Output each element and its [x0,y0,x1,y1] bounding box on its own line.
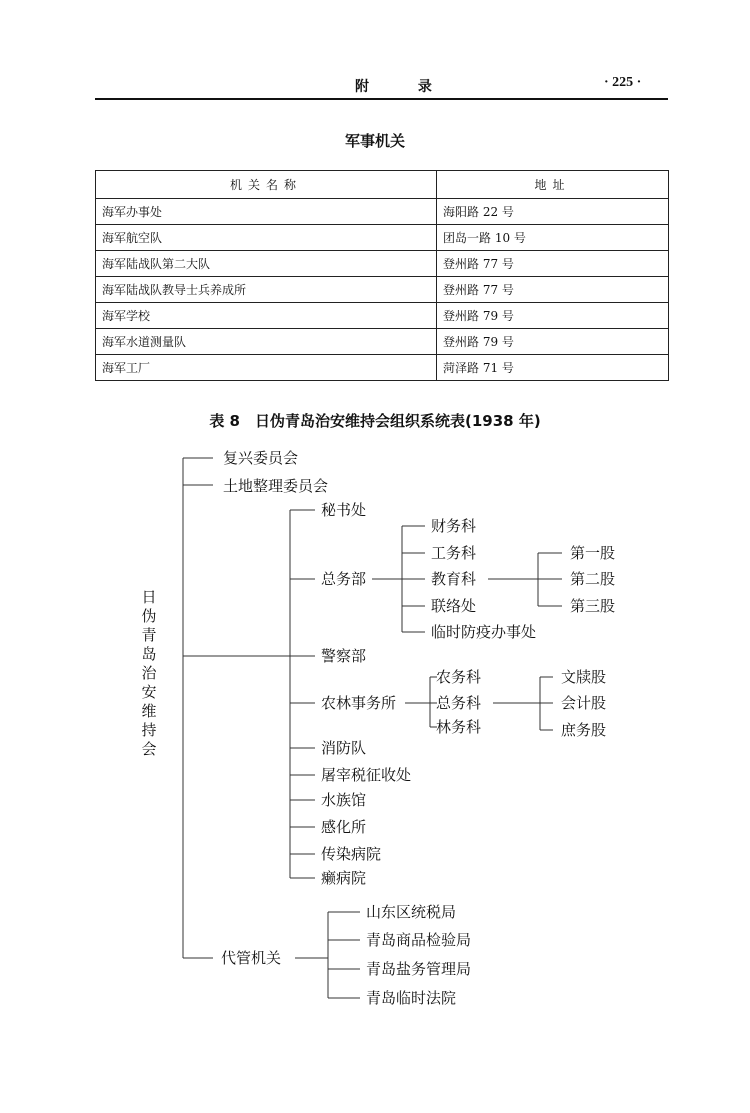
node-fire-brigade: 消防队 [321,739,367,757]
column-header-address: 地址 [437,171,669,199]
section-title: 军事机关 [344,132,405,150]
agency-address: 团岛一路 10 号 [437,225,669,251]
agency-address: 登州路 79 号 [437,303,669,329]
agency-name: 海军陆战队教导士兵养成所 [96,277,437,303]
agency-name: 海军水道测量队 [96,329,437,355]
node-salt-bureau: 青岛盐务管理局 [366,960,472,978]
agency-address: 登州路 77 号 [437,251,669,277]
node-police: 警察部 [321,647,367,665]
node-provisional-court: 青岛临时法院 [366,989,457,1007]
agency-address: 登州路 79 号 [437,329,669,355]
node-infectious-hospital: 传染病院 [321,845,382,863]
node-general-services-unit: 庶务股 [561,721,607,739]
agency-name: 海军陆战队第二大队 [96,251,437,277]
root-trunk-line [183,458,290,958]
agency-address: 菏泽路 71 号 [437,355,669,381]
node-tax-bureau: 山东区统税局 [366,903,457,921]
node-daiguan: 代管机关 [221,949,282,967]
running-header: 附 录 [355,79,454,95]
agency-address: 海阳路 22 号 [437,199,669,225]
org-chart-title: 表 8 日伪青岛治安维持会组织系统表(1938 年) [209,412,541,430]
agency-name: 海军航空队 [96,225,437,251]
node-leprosy-hospital: 癞病院 [321,869,367,887]
node-nl-general-section: 总务科 [436,694,482,712]
node-inspection-bureau: 青岛商品检验局 [366,931,472,949]
node-documents-unit: 文牍股 [561,668,607,686]
node-epidemic-office: 临时防疫办事处 [431,623,537,641]
nonglin-zongwu-branch-line [493,677,553,730]
jiaoyu-branch-line [488,553,562,606]
node-finance-section: 财务科 [431,517,477,535]
node-reformatory: 感化所 [321,818,367,836]
node-liaison-office: 联络处 [431,597,477,615]
node-secretariat: 秘书处 [321,501,367,519]
node-general-affairs: 总务部 [321,570,367,588]
nonglin-branch-line [405,677,437,727]
agency-name: 海军工厂 [96,355,437,381]
agency-name: 海军学校 [96,303,437,329]
level2-bracket-line [290,510,315,878]
org-root: 日伪青岛治安维持会 [141,588,157,758]
column-header-name: 机关名称 [96,171,437,199]
node-agriculture-forestry: 农林事务所 [321,694,397,712]
node-land-committee: 土地整理委员会 [223,477,329,495]
node-unit-2: 第二股 [570,570,616,588]
daiguan-branch-line [295,912,360,998]
node-farming-section: 农务科 [436,668,482,686]
node-slaughter-tax: 屠宰税征收处 [321,766,412,784]
node-works-section: 工务科 [431,544,477,562]
page-number: · 225 · [604,75,642,90]
node-forestry-section: 林务科 [436,718,482,736]
zongwu-branch-line [372,526,425,632]
node-accounting-unit: 会计股 [561,694,607,712]
agency-name: 海军办事处 [96,199,437,225]
node-education-section: 教育科 [431,570,477,588]
node-aquarium: 水族馆 [321,791,367,809]
node-unit-3: 第三股 [570,597,616,615]
agency-address: 登州路 77 号 [437,277,669,303]
node-unit-1: 第一股 [570,544,616,562]
node-fuxing-committee: 复兴委员会 [223,449,299,467]
